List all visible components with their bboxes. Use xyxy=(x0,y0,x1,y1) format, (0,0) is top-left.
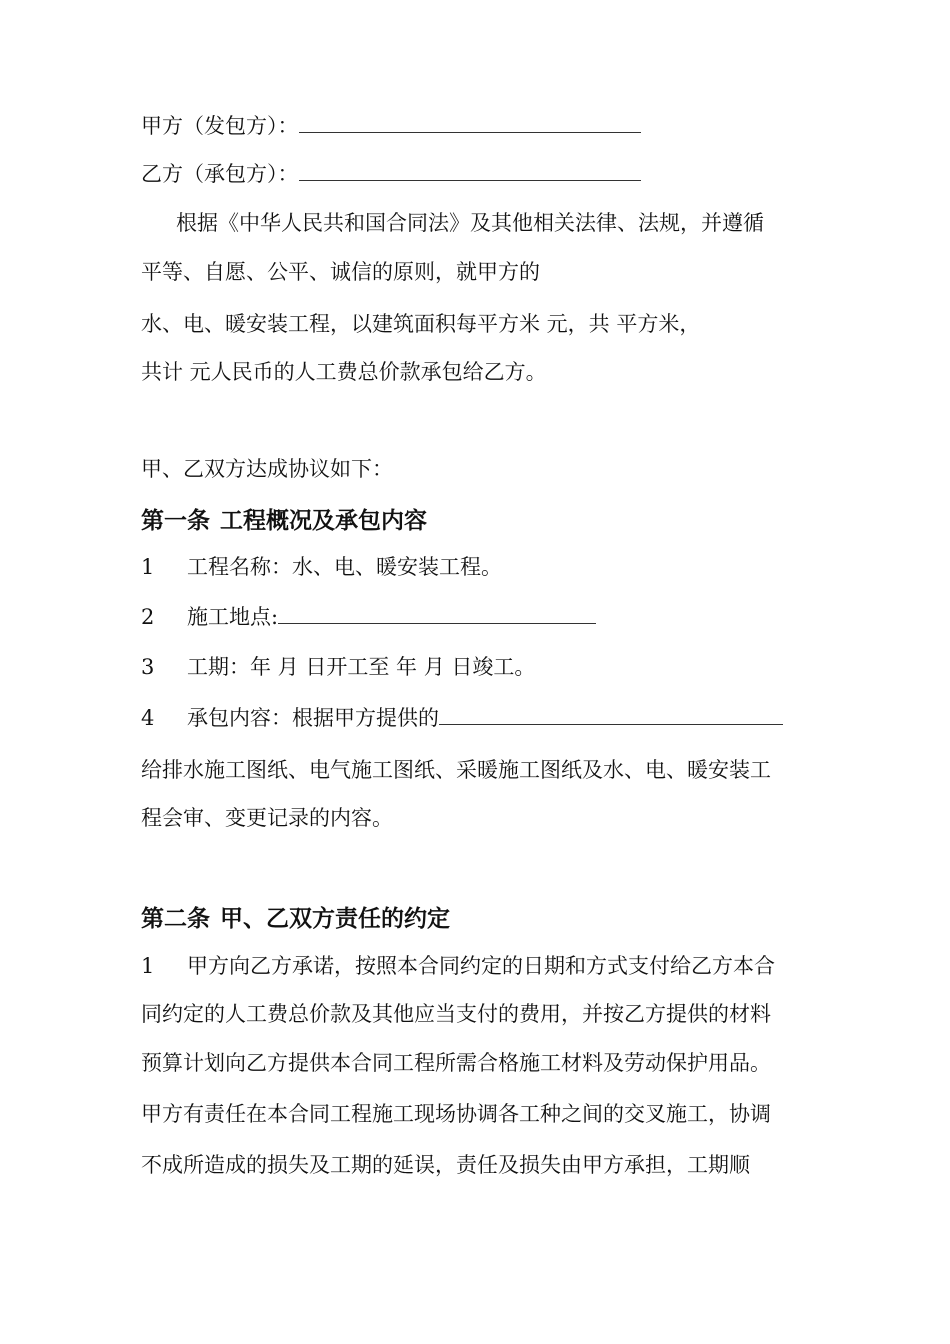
party-b-line xyxy=(141,160,641,188)
intro-line-1: 根据《中华人民共和国合同法》及其他相关法律、法规，并遵循 xyxy=(176,211,764,235)
article-1-title: 工程概况及承包内容 xyxy=(220,507,427,534)
article-1-cont-2: 程会审、变更记录的内容。 xyxy=(141,806,393,830)
item-text: 施工地点: xyxy=(187,605,279,629)
item-number: 4 xyxy=(141,706,155,730)
article-2-title: 甲、乙双方责任的约定 xyxy=(220,905,450,932)
article-1-cont-1: 给排水施工图纸、电气施工图纸、采暖施工图纸及水、电、暖安装工 xyxy=(141,758,771,782)
article-2-heading xyxy=(141,904,450,934)
agreement-line: 甲、乙双方达成协议如下： xyxy=(141,457,393,481)
item-number: 1 xyxy=(141,555,155,579)
location-blank xyxy=(278,605,596,624)
item-number: 1 xyxy=(141,954,155,978)
article-1-item xyxy=(141,603,596,631)
article-2-item-1 xyxy=(141,952,775,980)
article-1-number: 第一条 xyxy=(141,507,210,534)
article-1-item xyxy=(141,653,535,681)
party-b-label: 乙方（承包方）： xyxy=(141,162,299,186)
item-number: 3 xyxy=(141,655,155,679)
item-text: 工期：年 月 日开工至 年 月 日竣工。 xyxy=(187,655,536,679)
item-text: 甲方向乙方承诺，按照本合同约定的日期和方式支付给乙方本合 xyxy=(187,954,775,978)
provider-blank xyxy=(439,706,783,725)
article-2-number: 第二条 xyxy=(141,905,210,932)
item-text: 承包内容：根据甲方提供的 xyxy=(187,706,439,730)
article-1-item xyxy=(141,553,502,581)
article-2-line: 同约定的人工费总价款及其他应当支付的费用，并按乙方提供的材料 xyxy=(141,1002,771,1026)
intro-line-4: 共计 元人民币的人工费总价款承包给乙方。 xyxy=(141,360,547,384)
article-2-line: 甲方有责任在本合同工程施工现场协调各工种之间的交叉施工，协调 xyxy=(141,1102,771,1126)
article-1-item xyxy=(141,704,783,732)
intro-line-2: 平等、自愿、公平、诚信的原则，就甲方的 xyxy=(141,260,540,284)
party-a-label: 甲方（发包方）： xyxy=(141,114,299,138)
item-number: 2 xyxy=(141,605,155,629)
article-2-line: 预算计划向乙方提供本合同工程所需合格施工材料及劳动保护用品。 xyxy=(141,1051,771,1075)
intro-line-3: 水、电、暖安装工程，以建筑面积每平方米 元，共 平方米， xyxy=(141,312,701,336)
party-a-line xyxy=(141,112,641,140)
party-a-blank xyxy=(299,114,641,133)
article-1-heading xyxy=(141,506,427,536)
party-b-blank xyxy=(299,162,641,181)
item-text: 工程名称：水、电、暖安装工程。 xyxy=(187,555,502,579)
article-2-line: 不成所造成的损失及工期的延误，责任及损失由甲方承担，工期顺 xyxy=(141,1153,750,1177)
